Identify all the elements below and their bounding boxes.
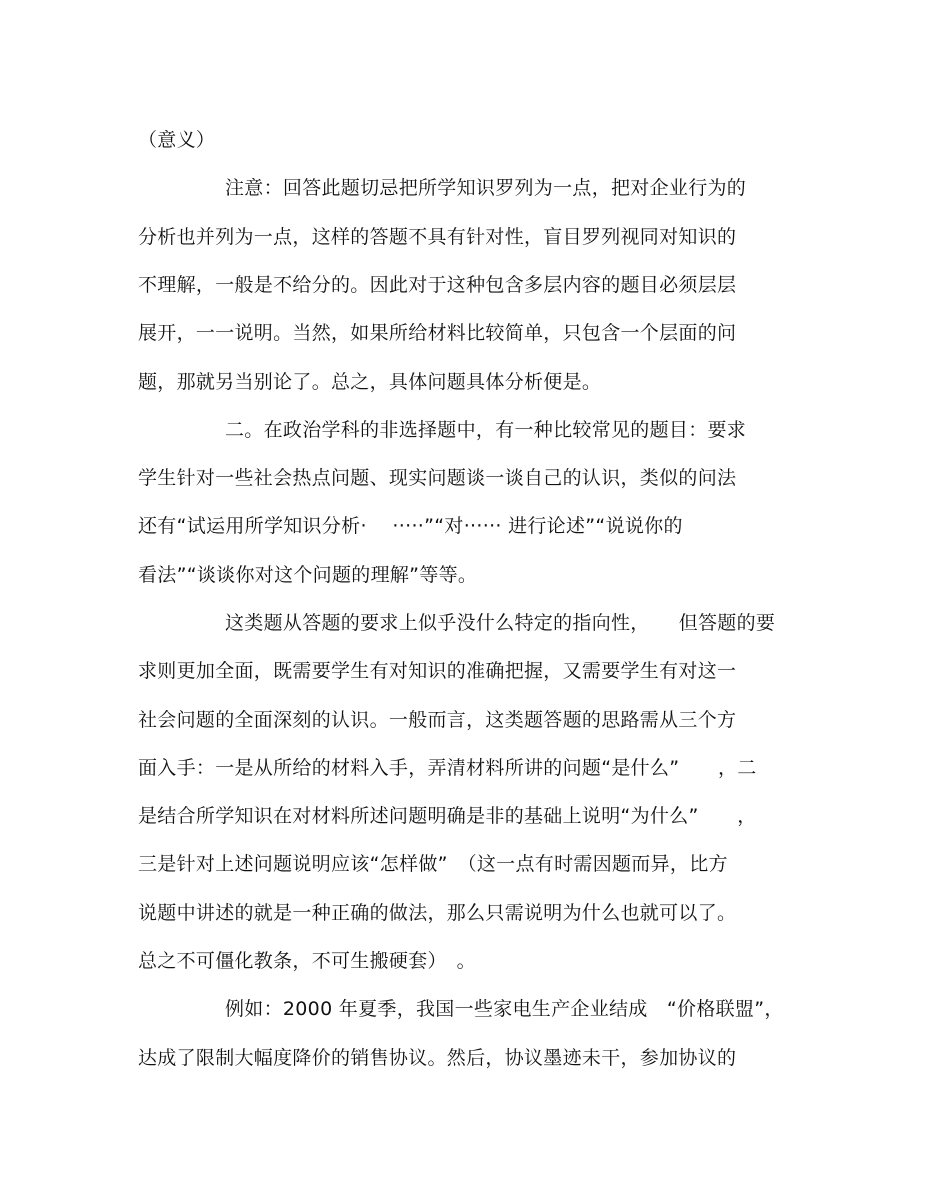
paragraph-line: 社会问题的全面深刻的认识。一般而言，这类题答题的思路需从三个方: [138, 709, 737, 731]
paragraph-line: 题，那就另当别论了。总之，具体问题具体分析便是。: [138, 371, 602, 393]
paragraph-line: 展开，一一说明。当然，如果所给材料比较简单，只包含一个层面的问: [138, 322, 737, 344]
paragraph-line: 求则更加全面，既需要学生有对知识的准确把握，又需要学生有对这一: [138, 660, 737, 682]
paragraph-line: 面入手：一是从所给的材料入手，弄清材料所讲的问题“是什么” ，二: [138, 757, 757, 779]
paragraph-line: 看法”“谈谈你对这个问题的理解”等等。: [138, 564, 478, 586]
paragraph-line: 分析也并列为一点，这样的答题不具有针对性，盲目罗列视同对知识的: [138, 226, 737, 248]
paragraph-line: （意义）: [138, 129, 216, 151]
paragraph-line: 学生针对一些社会热点问题、现实问题谈一谈自己的认识，类似的问法: [138, 467, 737, 489]
paragraph-line: 三是针对上述问题说明应该“怎样做” （这一点有时需因题而异，比方: [138, 853, 728, 875]
paragraph-line: 说题中讲述的就是一种正确的做法，那么只需说明为什么也就可以了。: [138, 902, 737, 924]
paragraph-line: 总之不可僵化教条，不可生搬硬套） 。: [138, 950, 476, 972]
paragraph-line: 达成了限制大幅度降价的销售协议。然后，协议墨迹未干，参加协议的: [138, 1047, 737, 1069]
paragraph-line: 还有“试运用所学知识分析· ·····”“对······ 进行论述”“说说你的: [138, 515, 683, 537]
paragraph-line: 注意：回答此题切忌把所学知识罗列为一点，把对企业行为的: [225, 177, 747, 199]
paragraph-line: 这类题从答题的要求上似乎没什么特定的指向性， 但答题的要: [225, 612, 776, 634]
paragraph-line: 例如：2000 年夏季，我国一些家电生产企业结成 “价格联盟”，: [225, 998, 784, 1020]
paragraph-line: 是结合所学知识在对材料所述问题明确是非的基础上说明“为什么” ，: [138, 805, 757, 827]
paragraph-line: 不理解，一般是不给分的。因此对于这种包含多层内容的题目必须层层: [138, 274, 737, 296]
paragraph-line: 二。在政治学科的非选择题中，有一种比较常见的题目：要求: [225, 419, 747, 441]
